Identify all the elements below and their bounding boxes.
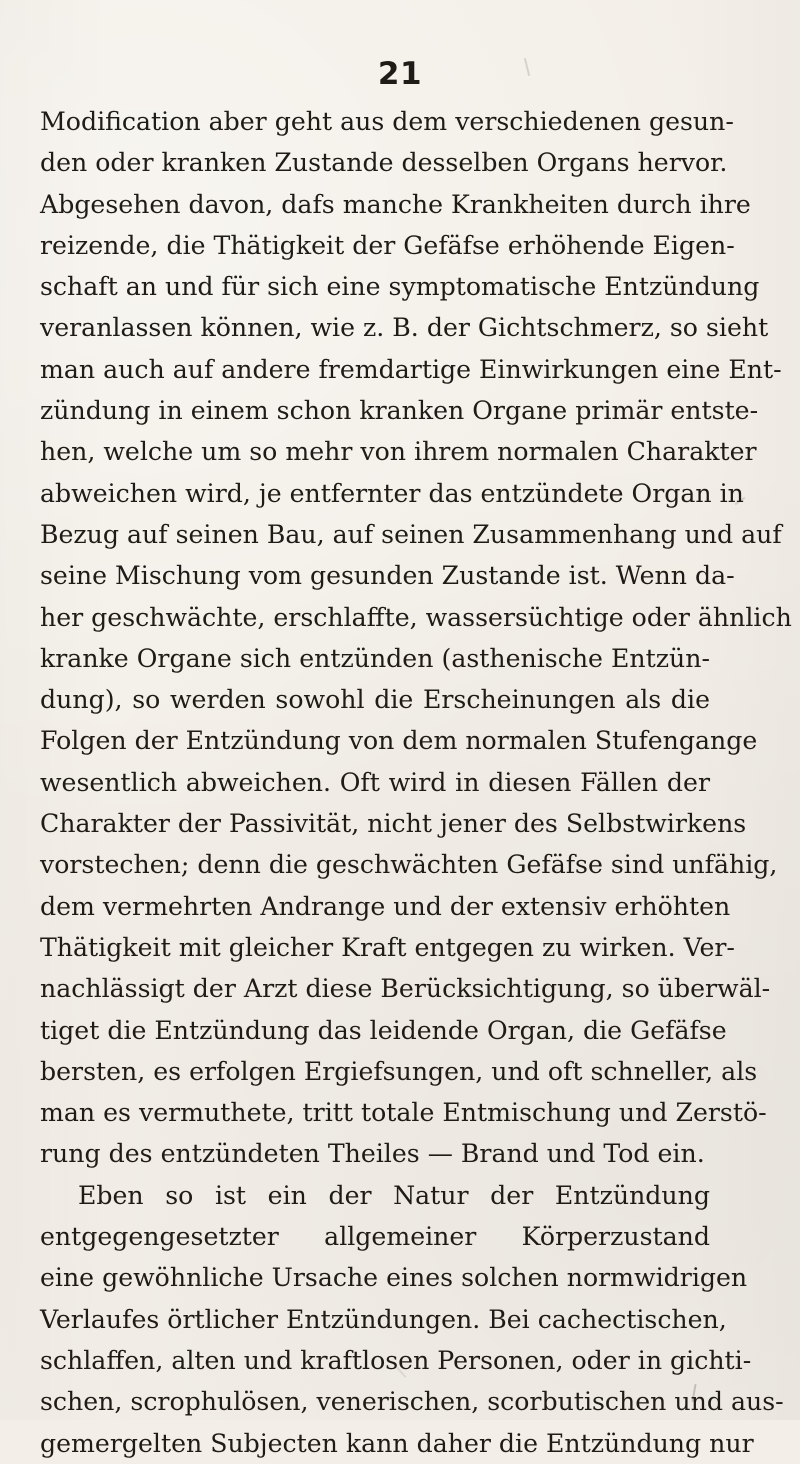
text-line: man es vermuthete, tritt totale Entmischung und Zerstö- [40,1098,767,1128]
text-line: zündung in einem schon kranken Organe primär entste- [40,396,759,426]
text-line: man auch auf andere fremdartige Einwirkungen eine Ent- [40,354,782,384]
page-number: 21 [377,56,423,92]
text-line: gemergelten Subjecten kann daher die Entzündung nur [40,1428,754,1458]
text-line: Abgesehen davon, dafs manche Krankheiten durch ihre [40,189,751,219]
text-line: Modification aber geht aus dem verschiedenen gesun- [40,107,734,136]
text-line: kranke Organe sich entzünden (asthenische Entzün- [40,643,710,673]
text-line: wesentlich abweichen. Oft wird in diesen Fällen der [40,767,710,797]
paragraph-2 [40,1175,784,1464]
text-line: Eben so ist ein der Natur der Entzündung [78,1180,710,1210]
text-line: den oder kranken Zustande desselben Organs hervor. [40,148,728,178]
text-line: hen, welche um so mehr von ihrem normalen Charakter [40,437,757,467]
text-line: Folgen der Entzündung von dem normalen Stufengange [40,726,758,756]
text-line: veranlassen können, wie z. B. der Gichtschmerz, so sieht [40,313,769,343]
text-line: seine Mischung vom gesunden Zustande ist. Wenn da- [40,561,735,591]
text-line: reizende, die Thätigkeit der Gefäfse erhöhende Eigen- [40,230,735,260]
text-line: rung des entzündeten Theiles — Brand und Tod ein. [40,1139,705,1169]
text-line: nachlässigt der Arzt diese Berücksichtigung, so überwäl- [40,974,771,1004]
text-line: Bezug auf seinen Bau, auf seinen Zusammenhang und auf [40,519,782,549]
text-line: Thätigkeit mit gleicher Kraft entgegen zu wirken. Ver- [40,932,735,962]
paragraph-1 [40,101,792,1175]
text-line: tiget die Entzündung das leidende Organ, die Gefäfse [40,1015,727,1045]
text-line: her geschwächte, erschlaffte, wassersüchtige oder ähnlich [40,602,792,632]
text-line: abweichen wird, je entfernter das entzündete Organ in [40,478,744,508]
text-line: Verlaufes örtlicher Entzündungen. Bei cachectischen, [40,1304,727,1334]
text-line: dung), so werden sowohl die Erscheinungen als die [40,685,710,715]
text-line: schaft an und für sich eine symptomatische Entzündung [40,272,760,302]
text-line: bersten, es erfolgen Ergiefsungen, und oft schneller, als [40,1056,758,1086]
text-line: eine gewöhnliche Ursache eines solchen normwidrigen [40,1263,748,1293]
text-line: dem vermehrten Andrange und der extensiv erhöhten [40,891,731,921]
text-line: Charakter der Passivität, nicht jener des Selbstwirkens [40,809,747,839]
text-line: schlaffen, alten und kraftlosen Personen, oder in gichti- [40,1345,752,1375]
text-line: vorstechen; denn die geschwächten Gefäfse sind unfähig, [40,850,778,880]
text-line: entgegengesetzter allgemeiner Körperzustand [40,1222,710,1252]
text-line: schen, scrophulösen, venerischen, scorbutischen und aus- [40,1387,784,1417]
body-text [40,101,792,1464]
